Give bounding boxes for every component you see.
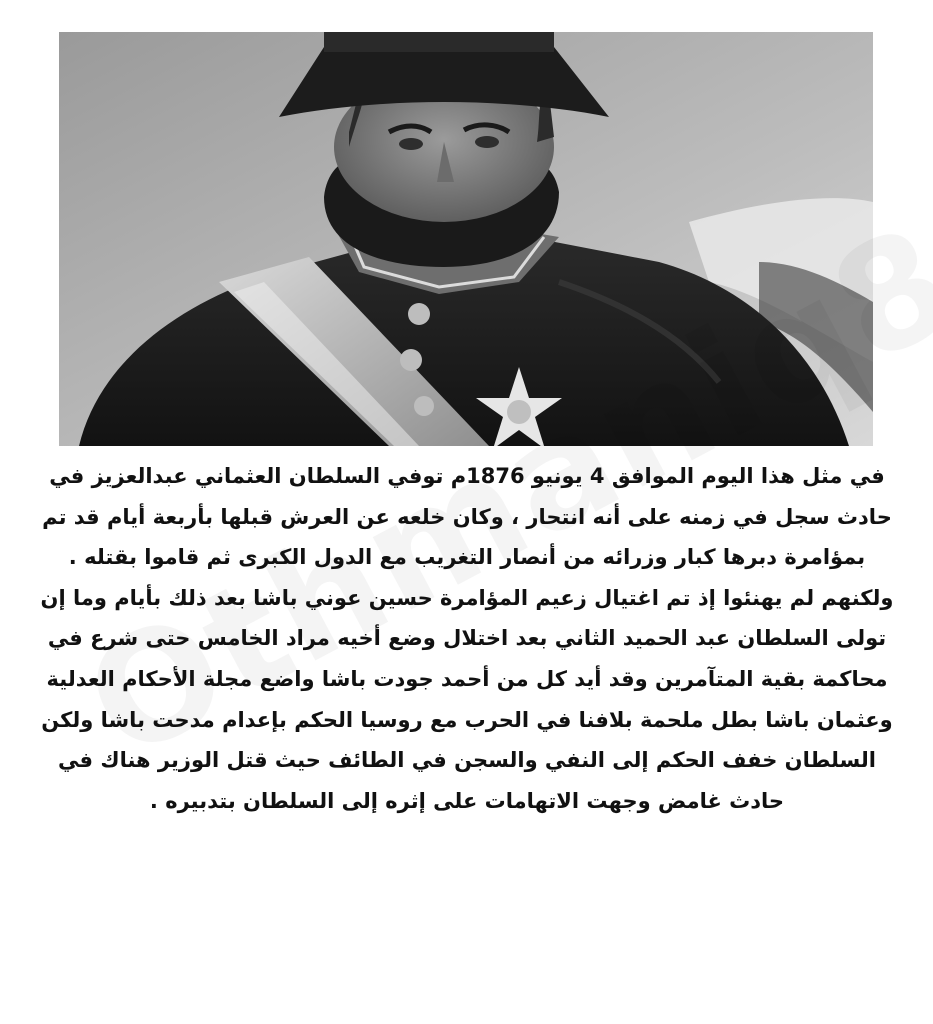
paragraph-2: ولكنهم لم يهنئوا إذ تم اغتيال زعيم المؤامرة حسين عوني باشا بعد ذلك بأيام وما إن تولى السلطان عبد الحميد الثاني بعد اختلال وضع أخيه مراد الخامس حتى شرع في محاكمة بقية المتآمرين وقد أيد كل من أحمد جودت باشا واضع مجلة الأحكام العدلية وعثمان باشا بطل ملحمة بلافنا في الحرب مع روسيا الحكم بإعدام مدحت باشا ولكن السلطان خفف الحكم إلى النفي والسجن في الطائف حيث قتل الوزير هناك في حادث غامض وجهت الاتهامات على إثره إلى السلطان بتدبيره .: [40, 585, 894, 813]
article-text: [28, 456, 906, 821]
sultan-portrait-photo: [59, 32, 873, 446]
portrait-illustration: [59, 32, 873, 446]
paragraph-1: في مثل هذا اليوم الموافق 4 يونيو 1876م توفي السلطان العثماني عبدالعزيز في حادث سجل في زمنه على أنه انتحار ، وكان خلعه عن العرش قبلها بأربعة أيام قد تم بمؤامرة دبرها كبار وزرائه من أنصار التغريب مع الدول الكبرى ثم قاموا بقتله .: [42, 464, 892, 570]
